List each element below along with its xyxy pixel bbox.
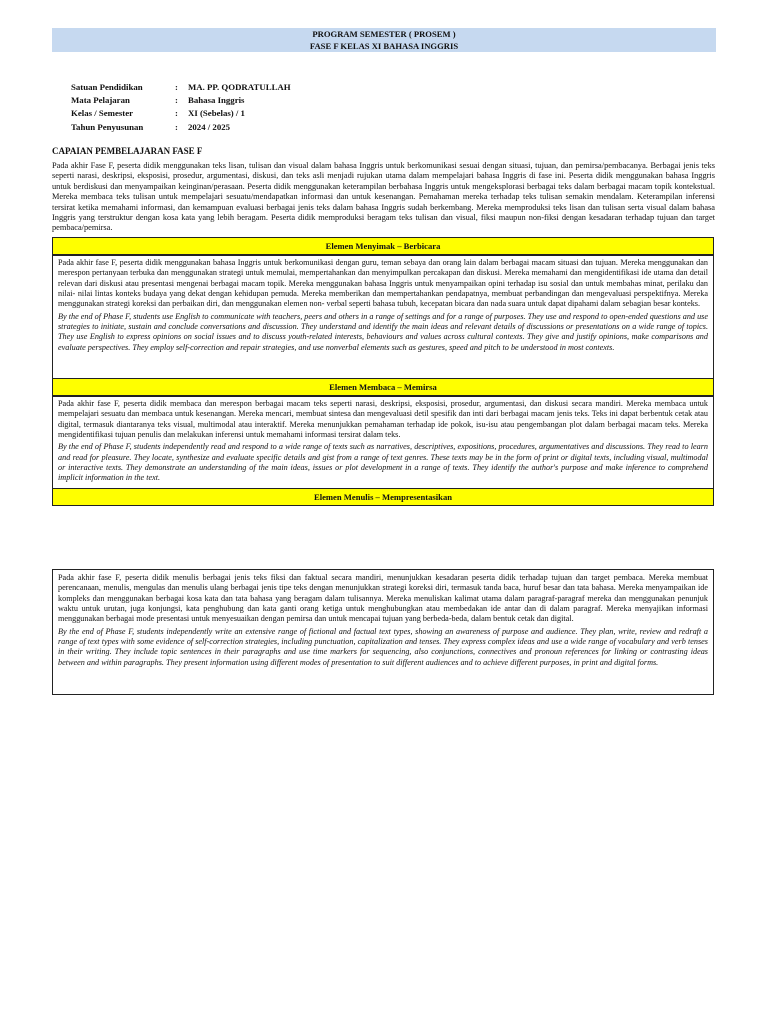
elemen-menulis-body — [52, 569, 714, 695]
info-value: MA. PP. QODRATULLAH — [188, 82, 291, 92]
info-row-satuan — [71, 81, 291, 94]
info-colon: : — [175, 121, 178, 132]
elemen-membaca-text-id: Pada akhir fase F, peserta didik membaca dan merespon berbagai macam teks seperti narasi, deskripsi, eksposisi, prosedur, argumentasi, dan diskusi secara mandiri. Mereka membaca untuk mempelajari sesuatu dan membaca untuk kesenangan. Mereka mencari, membuat sintesa dan mengevaluasi detil spesifik dan inti dari berbagai macam jenis teks. Teks ini dapat berbentuk cetak atau digital, termasuk diantaranya teks visual, multimodal atau interaktif. Mereka menunjukkan pemahaman terhadap ide pokok, isu-isu atau pengembangan plot dalam berbagai macam teks. Mereka mengidentifikasi tujuan penulis dan melakukan inferensi untuk memahami informasi tersirat dalam teks. — [58, 399, 708, 440]
capaian-paragraph: Pada akhir Fase F, peserta didik menggunakan teks lisan, tulisan dan visual dalam bahasa Inggris untuk berkomunikasi sesuai dengan situasi, tujuan, dan pemirsa/pembacanya. Berbagai jenis teks seperti narasi, deskripsi, eksposisi, prosedur, argumentasi, diskusi, dan teks asli menjadi rujukan utama dalam mempelajari bahasa Inggris di fase ini. Peserta didik menggunakan bahasa Inggris untuk berdiskusi dan menyampaikan keinginan/perasaan. Peserta didik menggunakan keterampilan berbahasa Inggris untuk mengeksplorasi berbagai teks dalam berbagai macam topik kontekstual. Mereka membaca teks tulisan untuk mempelajari sesuatu/mendapatkan informasi dan untuk kesenangan. Pemahaman mereka terhadap teks tulisan semakin mendalam. Keterampilan inferensi tersirat ketika memahami informasi, dan kemampuan evaluasi berbagai jenis teks dalam bahasa Inggris sudah berkembang. Mereka memproduksi teks lisan dan tulisan serta visual dalam bahasa Inggris yang terstruktur dengan kosa kata yang lebih beragam. Peserta didik memproduksi beragam teks tulisan dan visual, fiksi maupun non-fiksi dengan kesadaran terhadap tujuan dan target pembaca/pemirsa. — [52, 161, 715, 233]
elemen-membaca-text-en: By the end of Phase F, students independently read and respond to a wide range of texts such as narratives, descriptives, expositions, procedures, argumentatives and discussions. They read to learn and read for pleasure. They locate, synthesize and evaluate specific details and gist from a range of text genres. These texts may be in the form of print or digital texts, including visual, multimodal or interactive texts. They demonstrate an understanding of the main ideas, issues or plot development in a range of texts. They identify the author's purpose and make inference to comprehend implicit information in the text. — [58, 442, 708, 483]
document-title: PROGRAM SEMESTER ( PROSEM ) — [312, 29, 456, 39]
elemen-membaca-body — [52, 396, 714, 489]
info-value: XI (Sebelas) / 1 — [188, 108, 245, 119]
elemen-menyimak-text-en: By the end of Phase F, students use English to communicate with teachers, peers and others in a range of settings and for a range of purposes. They use and respond to open-ended questions and use strategies to initiate, sustain and conclude conversations and discussion. They understand and identify the main ideas and relevant details of discussions or presentations on a wide range of topics. They use English to express opinions on social issues and to discuss youth-related interests, behaviours and values across cultural contexts. They give and justify opinions, make comparisons and evaluate perspectives. They employ self-correction and repair strategies, and use nonverbal elements such as gestures, speed and pitch to be understood in most contexts. — [58, 311, 708, 352]
info-colon: : — [175, 95, 178, 106]
info-colon: : — [175, 108, 178, 119]
capaian-heading: CAPAIAN PEMBELAJARAN FASE F — [52, 146, 203, 156]
info-row-kelas — [71, 107, 291, 120]
elemen-menulis-header — [52, 488, 714, 506]
info-value: Bahasa Inggris — [188, 95, 245, 106]
info-value: 2024 / 2025 — [188, 121, 231, 132]
elemen-menulis-title: Elemen Menulis – Mempresentasikan — [313, 492, 453, 502]
info-label: Tahun Penyusunan — [71, 121, 144, 132]
elemen-menyimak-body — [52, 255, 714, 379]
elemen-menulis-text-en: By the end of Phase F, students independently write an extensive range of fictional and factual text types, showing an awareness of purpose and audience. They plan, write, review and redraft a range of text types with some evidence of self-correction strategies, including punctuation, capitalization and tenses. They express complex ideas and use a wide range of vocabulary and verb tenses in their writing. They include topic sentences in their paragraphs and use time markers for sequencing, also conjunctions, connectives and pronoun references for linking or contrasting ideas between and within paragraphs. They present information using different modes of presentation to suit different audiences and to achieve different purposes, in print and digital forms. — [58, 626, 708, 667]
identity-info — [71, 81, 291, 134]
info-label: Mata Pelajaran — [71, 95, 130, 106]
elemen-menyimak-header — [52, 237, 714, 255]
elemen-membaca-title: Elemen Membaca – Memirsa — [329, 382, 437, 392]
info-row-mapel — [71, 94, 291, 107]
info-row-tahun — [71, 121, 291, 134]
info-label: Satuan Pendidikan — [71, 82, 143, 92]
info-colon: : — [175, 82, 178, 92]
elemen-menyimak-title: Elemen Menyimak – Berbicara — [325, 241, 441, 251]
elemen-menulis-text-id: Pada akhir fase F, peserta didik menulis berbagai jenis teks fiksi dan faktual secara mandiri, menunjukkan kesadaran peserta didik terhadap tujuan dan target pembaca. Mereka membuat perencanaan, menulis, mengulas dan menulis ulang berbagai jenis tipe teks dengan menunjukkan strategi koreksi diri, termasuk tanda baca, huruf besar dan tata bahasa. Mereka menyampaikan ide kompleks dan menggunakan berbagai kosa kata dan tata bahasa yang beragam dalam tulisannya. Mereka menuliskan kalimat utama dalam paragraf-paragraf mereka dan menggunakan penunjuk waktu untuk urutan, juga konjungsi, kata penghubung dan kata ganti orang ketiga untuk menghubungkan atau membedakan ide antar dan di dalam paragraf. Mereka menyajikan informasi menggunakan berbagai mode presentasi untuk menyesuaikan dengan pemirsa dan untuk mencapai tujuan yang berbeda-beda, dalam bentuk cetak dan digital. — [58, 573, 708, 624]
info-label: Kelas / Semester — [71, 108, 134, 119]
elemen-membaca-header — [52, 378, 714, 396]
document-title-bar — [52, 28, 716, 52]
elemen-menyimak-text-id: Pada akhir fase F, peserta didik menggunakan bahasa Inggris untuk berkomunikasi dengan guru, teman sebaya dan orang lain dalam berbagai macam situasi dan tujuan. Mereka menggunakan dan merespon pertanyaan terbuka dan menggunakan strategi untuk memulai, mempertahankan dan menyimpulkan percakapan dan diskusi. Mereka memahami dan mengidentifikasi ide utama dan detail relevan dari diskusi atau presentasi mengenai berbagai macam topik. Mereka menggunakan bahasa Inggris untuk menyampaikan opini terhadap isu sosial dan untuk membahas minat, perilaku dan nilai- nilai lintas konteks budaya yang dekat dengan kehidupan pemuda. Mereka memberikan dan mempertahankan pendapatnya, membuat perbandingan dan mengevaluasi perspektifnya. Mereka menggunakan strategi koreksi dan perbaikan diri, dan menggunakan elemen non- verbal seperti bahasa tubuh, kecepatan bicara dan nada suara untuk dapat dipahami dalam sebagian besar konteks. — [58, 258, 708, 309]
document-subtitle: FASE F KELAS XI BAHASA INGGRIS — [309, 41, 459, 51]
